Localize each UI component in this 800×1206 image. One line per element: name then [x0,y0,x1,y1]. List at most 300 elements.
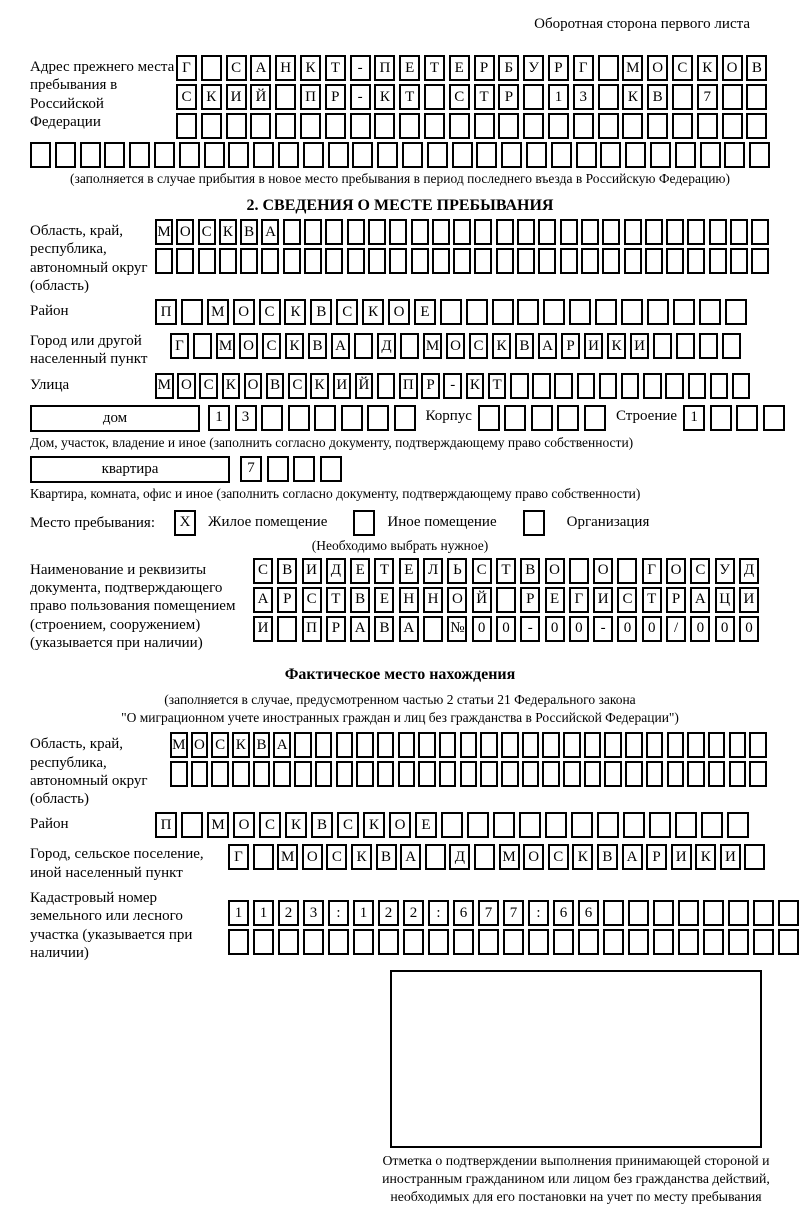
char-box[interactable]: С [253,558,273,584]
char-box[interactable] [336,761,354,787]
char-box[interactable] [253,142,274,168]
stay-option-other-checkbox[interactable] [353,510,375,536]
char-box[interactable]: Й [355,373,374,399]
char-box[interactable]: 3 [573,84,594,110]
char-box[interactable] [624,219,642,245]
char-box[interactable]: Т [326,587,346,613]
char-box[interactable]: А [250,55,271,81]
char-box[interactable] [569,558,589,584]
char-box[interactable]: А [690,587,710,613]
char-box[interactable] [496,219,514,245]
char-box[interactable] [474,844,495,870]
char-box[interactable]: И [720,844,741,870]
char-box[interactable] [198,248,216,274]
char-box[interactable] [584,732,602,758]
char-box[interactable]: Г [642,558,662,584]
char-box[interactable] [625,732,643,758]
char-box[interactable]: М [499,844,520,870]
char-box[interactable] [498,113,519,139]
char-box[interactable]: 1 [353,900,374,926]
char-box[interactable] [261,405,283,431]
char-box[interactable]: М [170,732,188,758]
char-box[interactable] [424,113,445,139]
char-box[interactable]: В [376,844,397,870]
char-box[interactable]: - [350,84,371,110]
char-box[interactable]: 0 [545,616,565,642]
char-box[interactable]: К [695,844,716,870]
char-box[interactable] [170,761,188,787]
char-box[interactable] [294,761,312,787]
char-box[interactable] [219,248,237,274]
char-box[interactable] [155,248,173,274]
char-box[interactable]: С [211,732,229,758]
char-box[interactable] [452,142,473,168]
char-box[interactable] [653,929,674,955]
char-box[interactable]: И [584,333,603,359]
char-box[interactable]: В [515,333,534,359]
char-box[interactable]: В [253,732,271,758]
char-box[interactable]: Т [325,55,346,81]
char-box[interactable] [480,732,498,758]
char-box[interactable] [476,142,497,168]
char-box[interactable] [278,929,299,955]
char-box[interactable]: И [253,616,273,642]
char-box[interactable] [418,732,436,758]
char-box[interactable] [374,113,395,139]
char-box[interactable] [746,113,767,139]
char-box[interactable] [356,761,374,787]
char-box[interactable] [474,219,492,245]
char-box[interactable] [538,248,556,274]
char-box[interactable] [710,405,732,431]
char-box[interactable] [598,84,619,110]
char-box[interactable] [328,929,349,955]
char-box[interactable]: В [277,558,297,584]
char-box[interactable]: 1 [548,84,569,110]
char-box[interactable] [191,761,209,787]
char-box[interactable] [439,761,457,787]
char-box[interactable] [315,761,333,787]
char-box[interactable] [523,113,544,139]
char-box[interactable] [584,761,602,787]
char-box[interactable] [423,616,443,642]
char-box[interactable]: К [285,812,307,838]
char-box[interactable] [557,405,579,431]
char-box[interactable]: Р [326,616,346,642]
char-box[interactable] [293,456,315,482]
char-box[interactable] [519,812,541,838]
char-box[interactable] [666,219,684,245]
char-box[interactable] [730,219,748,245]
char-box[interactable]: В [310,299,332,325]
char-box[interactable] [427,142,448,168]
char-box[interactable]: С [259,812,281,838]
char-box[interactable] [701,812,723,838]
char-box[interactable] [377,732,395,758]
char-box[interactable] [722,84,743,110]
char-box[interactable] [595,299,617,325]
char-box[interactable]: К [351,844,372,870]
char-box[interactable]: О [593,558,613,584]
char-box[interactable] [584,405,606,431]
char-box[interactable] [708,732,726,758]
char-box[interactable] [778,929,799,955]
char-box[interactable] [336,732,354,758]
char-box[interactable]: С [288,373,307,399]
char-box[interactable]: Т [496,558,516,584]
char-box[interactable]: О [233,299,255,325]
char-box[interactable] [496,248,514,274]
char-box[interactable] [428,929,449,955]
char-box[interactable]: - [443,373,462,399]
char-box[interactable] [176,248,194,274]
char-box[interactable]: О [446,333,465,359]
char-box[interactable]: П [155,299,177,325]
char-box[interactable] [378,929,399,955]
char-box[interactable] [703,929,724,955]
char-box[interactable]: Е [415,812,437,838]
char-box[interactable]: Р [666,587,686,613]
char-box[interactable]: 0 [496,616,516,642]
char-box[interactable]: И [333,373,352,399]
char-box[interactable] [548,113,569,139]
char-box[interactable] [492,299,514,325]
char-box[interactable] [341,405,363,431]
char-box[interactable] [377,761,395,787]
char-box[interactable] [425,844,446,870]
char-box[interactable]: 6 [578,900,599,926]
char-box[interactable]: С [198,219,216,245]
char-box[interactable] [467,812,489,838]
char-box[interactable] [466,299,488,325]
char-box[interactable]: 0 [642,616,662,642]
char-box[interactable]: К [572,844,593,870]
char-box[interactable] [411,219,429,245]
char-box[interactable] [687,219,705,245]
char-box[interactable]: П [399,373,418,399]
char-box[interactable] [350,113,371,139]
char-box[interactable] [55,142,76,168]
char-box[interactable]: М [277,844,298,870]
char-box[interactable] [303,142,324,168]
char-box[interactable] [228,929,249,955]
char-box[interactable] [645,248,663,274]
char-box[interactable] [232,761,250,787]
char-box[interactable] [722,333,741,359]
char-box[interactable]: О [302,844,323,870]
char-box[interactable] [699,299,721,325]
char-box[interactable]: С [469,333,488,359]
char-box[interactable]: В [520,558,540,584]
char-box[interactable]: Т [424,55,445,81]
char-box[interactable]: С [262,333,281,359]
char-box[interactable] [532,373,551,399]
char-box[interactable]: А [350,616,370,642]
char-box[interactable] [240,248,258,274]
char-box[interactable] [730,248,748,274]
char-box[interactable] [181,299,203,325]
char-box[interactable] [545,812,567,838]
char-box[interactable]: С [336,299,358,325]
char-box[interactable] [304,248,322,274]
char-box[interactable] [394,405,416,431]
char-box[interactable] [667,761,685,787]
char-box[interactable]: Е [399,558,419,584]
char-box[interactable] [403,929,424,955]
char-box[interactable] [653,900,674,926]
char-box[interactable] [368,219,386,245]
char-box[interactable] [528,929,549,955]
char-box[interactable] [646,732,664,758]
char-box[interactable]: С [690,558,710,584]
char-box[interactable] [522,732,540,758]
char-box[interactable]: Е [545,587,565,613]
char-box[interactable] [315,732,333,758]
char-box[interactable]: А [538,333,557,359]
char-box[interactable] [278,142,299,168]
char-box[interactable] [581,219,599,245]
char-box[interactable] [510,373,529,399]
char-box[interactable]: К [363,812,385,838]
char-box[interactable]: Д [377,333,396,359]
char-box[interactable]: : [528,900,549,926]
char-box[interactable]: 7 [240,456,262,482]
char-box[interactable]: 0 [569,616,589,642]
char-box[interactable] [460,761,478,787]
char-box[interactable]: К [201,84,222,110]
char-box[interactable]: П [374,55,395,81]
char-box[interactable] [578,929,599,955]
char-box[interactable]: А [331,333,350,359]
char-box[interactable] [522,761,540,787]
char-box[interactable] [501,732,519,758]
char-box[interactable] [650,142,671,168]
char-box[interactable] [504,405,526,431]
char-box[interactable] [603,900,624,926]
char-box[interactable] [418,761,436,787]
stay-option-organization-checkbox[interactable] [523,510,545,536]
char-box[interactable] [645,219,663,245]
char-box[interactable] [598,113,619,139]
char-box[interactable]: С [259,299,281,325]
char-box[interactable]: Е [399,55,420,81]
char-box[interactable] [432,248,450,274]
char-box[interactable] [625,761,643,787]
char-box[interactable] [647,299,669,325]
char-box[interactable]: М [207,299,229,325]
char-box[interactable]: А [261,219,279,245]
char-box[interactable] [250,113,271,139]
char-box[interactable]: Л [423,558,443,584]
char-box[interactable] [273,761,291,787]
char-box[interactable]: Г [176,55,197,81]
char-box[interactable]: 2 [378,900,399,926]
char-box[interactable]: О [177,373,196,399]
char-box[interactable]: О [191,732,209,758]
char-box[interactable] [261,248,279,274]
char-box[interactable] [728,900,749,926]
char-box[interactable] [728,929,749,955]
char-box[interactable] [179,142,200,168]
char-box[interactable] [563,732,581,758]
char-box[interactable] [453,219,471,245]
char-box[interactable]: И [302,558,322,584]
char-box[interactable] [724,142,745,168]
char-box[interactable]: Т [399,84,420,110]
char-box[interactable]: С [326,844,347,870]
char-box[interactable] [667,732,685,758]
char-box[interactable]: О [176,219,194,245]
char-box[interactable]: С [302,587,322,613]
char-box[interactable] [604,732,622,758]
char-box[interactable] [621,373,640,399]
char-box[interactable] [749,761,767,787]
char-box[interactable]: М [155,373,174,399]
char-box[interactable]: О [388,299,410,325]
char-box[interactable] [439,732,457,758]
char-box[interactable] [314,405,336,431]
char-box[interactable] [722,113,743,139]
char-box[interactable] [253,761,271,787]
char-box[interactable] [201,55,222,81]
char-box[interactable] [377,373,396,399]
char-box[interactable]: А [273,732,291,758]
char-box[interactable] [325,219,343,245]
char-box[interactable]: С [672,55,693,81]
char-box[interactable] [751,248,769,274]
char-box[interactable] [526,142,547,168]
char-box[interactable]: А [400,844,421,870]
char-box[interactable] [553,929,574,955]
char-box[interactable]: 3 [235,405,257,431]
char-box[interactable] [603,929,624,955]
char-box[interactable]: М [207,812,229,838]
char-box[interactable]: Р [520,587,540,613]
char-box[interactable] [389,219,407,245]
char-box[interactable] [347,248,365,274]
char-box[interactable]: В [308,333,327,359]
char-box[interactable] [356,732,374,758]
char-box[interactable] [493,812,515,838]
char-box[interactable]: - [593,616,613,642]
char-box[interactable] [569,299,591,325]
char-box[interactable]: О [647,55,668,81]
char-box[interactable] [729,761,747,787]
char-box[interactable] [560,248,578,274]
char-box[interactable]: 1 [208,405,230,431]
char-box[interactable]: К [466,373,485,399]
char-box[interactable] [517,248,535,274]
char-box[interactable] [424,84,445,110]
char-box[interactable] [354,333,373,359]
char-box[interactable] [154,142,175,168]
char-box[interactable]: С [472,558,492,584]
char-box[interactable]: 0 [715,616,735,642]
char-box[interactable] [283,219,301,245]
char-box[interactable] [347,219,365,245]
char-box[interactable] [665,373,684,399]
char-box[interactable] [703,900,724,926]
char-box[interactable]: К [219,219,237,245]
char-box[interactable] [649,812,671,838]
char-box[interactable]: И [226,84,247,110]
char-box[interactable] [104,142,125,168]
char-box[interactable] [672,84,693,110]
char-box[interactable] [453,248,471,274]
char-box[interactable] [288,405,310,431]
char-box[interactable] [729,732,747,758]
char-box[interactable] [749,142,770,168]
char-box[interactable] [399,113,420,139]
char-box[interactable]: 3 [303,900,324,926]
char-box[interactable] [560,219,578,245]
char-box[interactable]: В [746,55,767,81]
char-box[interactable] [643,373,662,399]
char-box[interactable]: Е [449,55,470,81]
char-box[interactable] [571,812,593,838]
char-box[interactable] [204,142,225,168]
char-box[interactable]: № [447,616,467,642]
char-box[interactable]: Р [498,84,519,110]
char-box[interactable] [181,812,203,838]
char-box[interactable]: 6 [453,900,474,926]
char-box[interactable] [531,405,553,431]
char-box[interactable]: О [244,373,263,399]
char-box[interactable] [725,299,747,325]
char-box[interactable]: К [300,55,321,81]
char-box[interactable]: 2 [278,900,299,926]
char-box[interactable] [602,248,620,274]
char-box[interactable] [577,373,596,399]
char-box[interactable]: В [266,373,285,399]
char-box[interactable]: К [310,373,329,399]
char-box[interactable]: О [666,558,686,584]
char-box[interactable] [523,84,544,110]
char-box[interactable] [600,142,621,168]
char-box[interactable] [753,929,774,955]
char-box[interactable] [501,761,519,787]
char-box[interactable]: : [328,900,349,926]
char-box[interactable]: В [374,616,394,642]
char-box[interactable] [699,333,718,359]
char-box[interactable] [400,333,419,359]
char-box[interactable] [432,219,450,245]
char-box[interactable]: И [593,587,613,613]
char-box[interactable] [80,142,101,168]
char-box[interactable]: Н [423,587,443,613]
char-box[interactable]: Р [325,84,346,110]
char-box[interactable] [653,333,672,359]
char-box[interactable] [666,248,684,274]
char-box[interactable] [708,761,726,787]
char-box[interactable]: Ц [715,587,735,613]
char-box[interactable] [744,844,765,870]
char-box[interactable]: С [176,84,197,110]
char-box[interactable] [253,929,274,955]
char-box[interactable]: И [671,844,692,870]
char-box[interactable]: У [715,558,735,584]
char-box[interactable]: К [232,732,250,758]
char-box[interactable]: Г [569,587,589,613]
char-box[interactable]: Б [498,55,519,81]
char-box[interactable]: О [233,812,255,838]
char-box[interactable] [675,812,697,838]
char-box[interactable] [275,84,296,110]
char-box[interactable] [253,844,274,870]
char-box[interactable]: Т [488,373,507,399]
char-box[interactable] [688,373,707,399]
char-box[interactable]: К [697,55,718,81]
